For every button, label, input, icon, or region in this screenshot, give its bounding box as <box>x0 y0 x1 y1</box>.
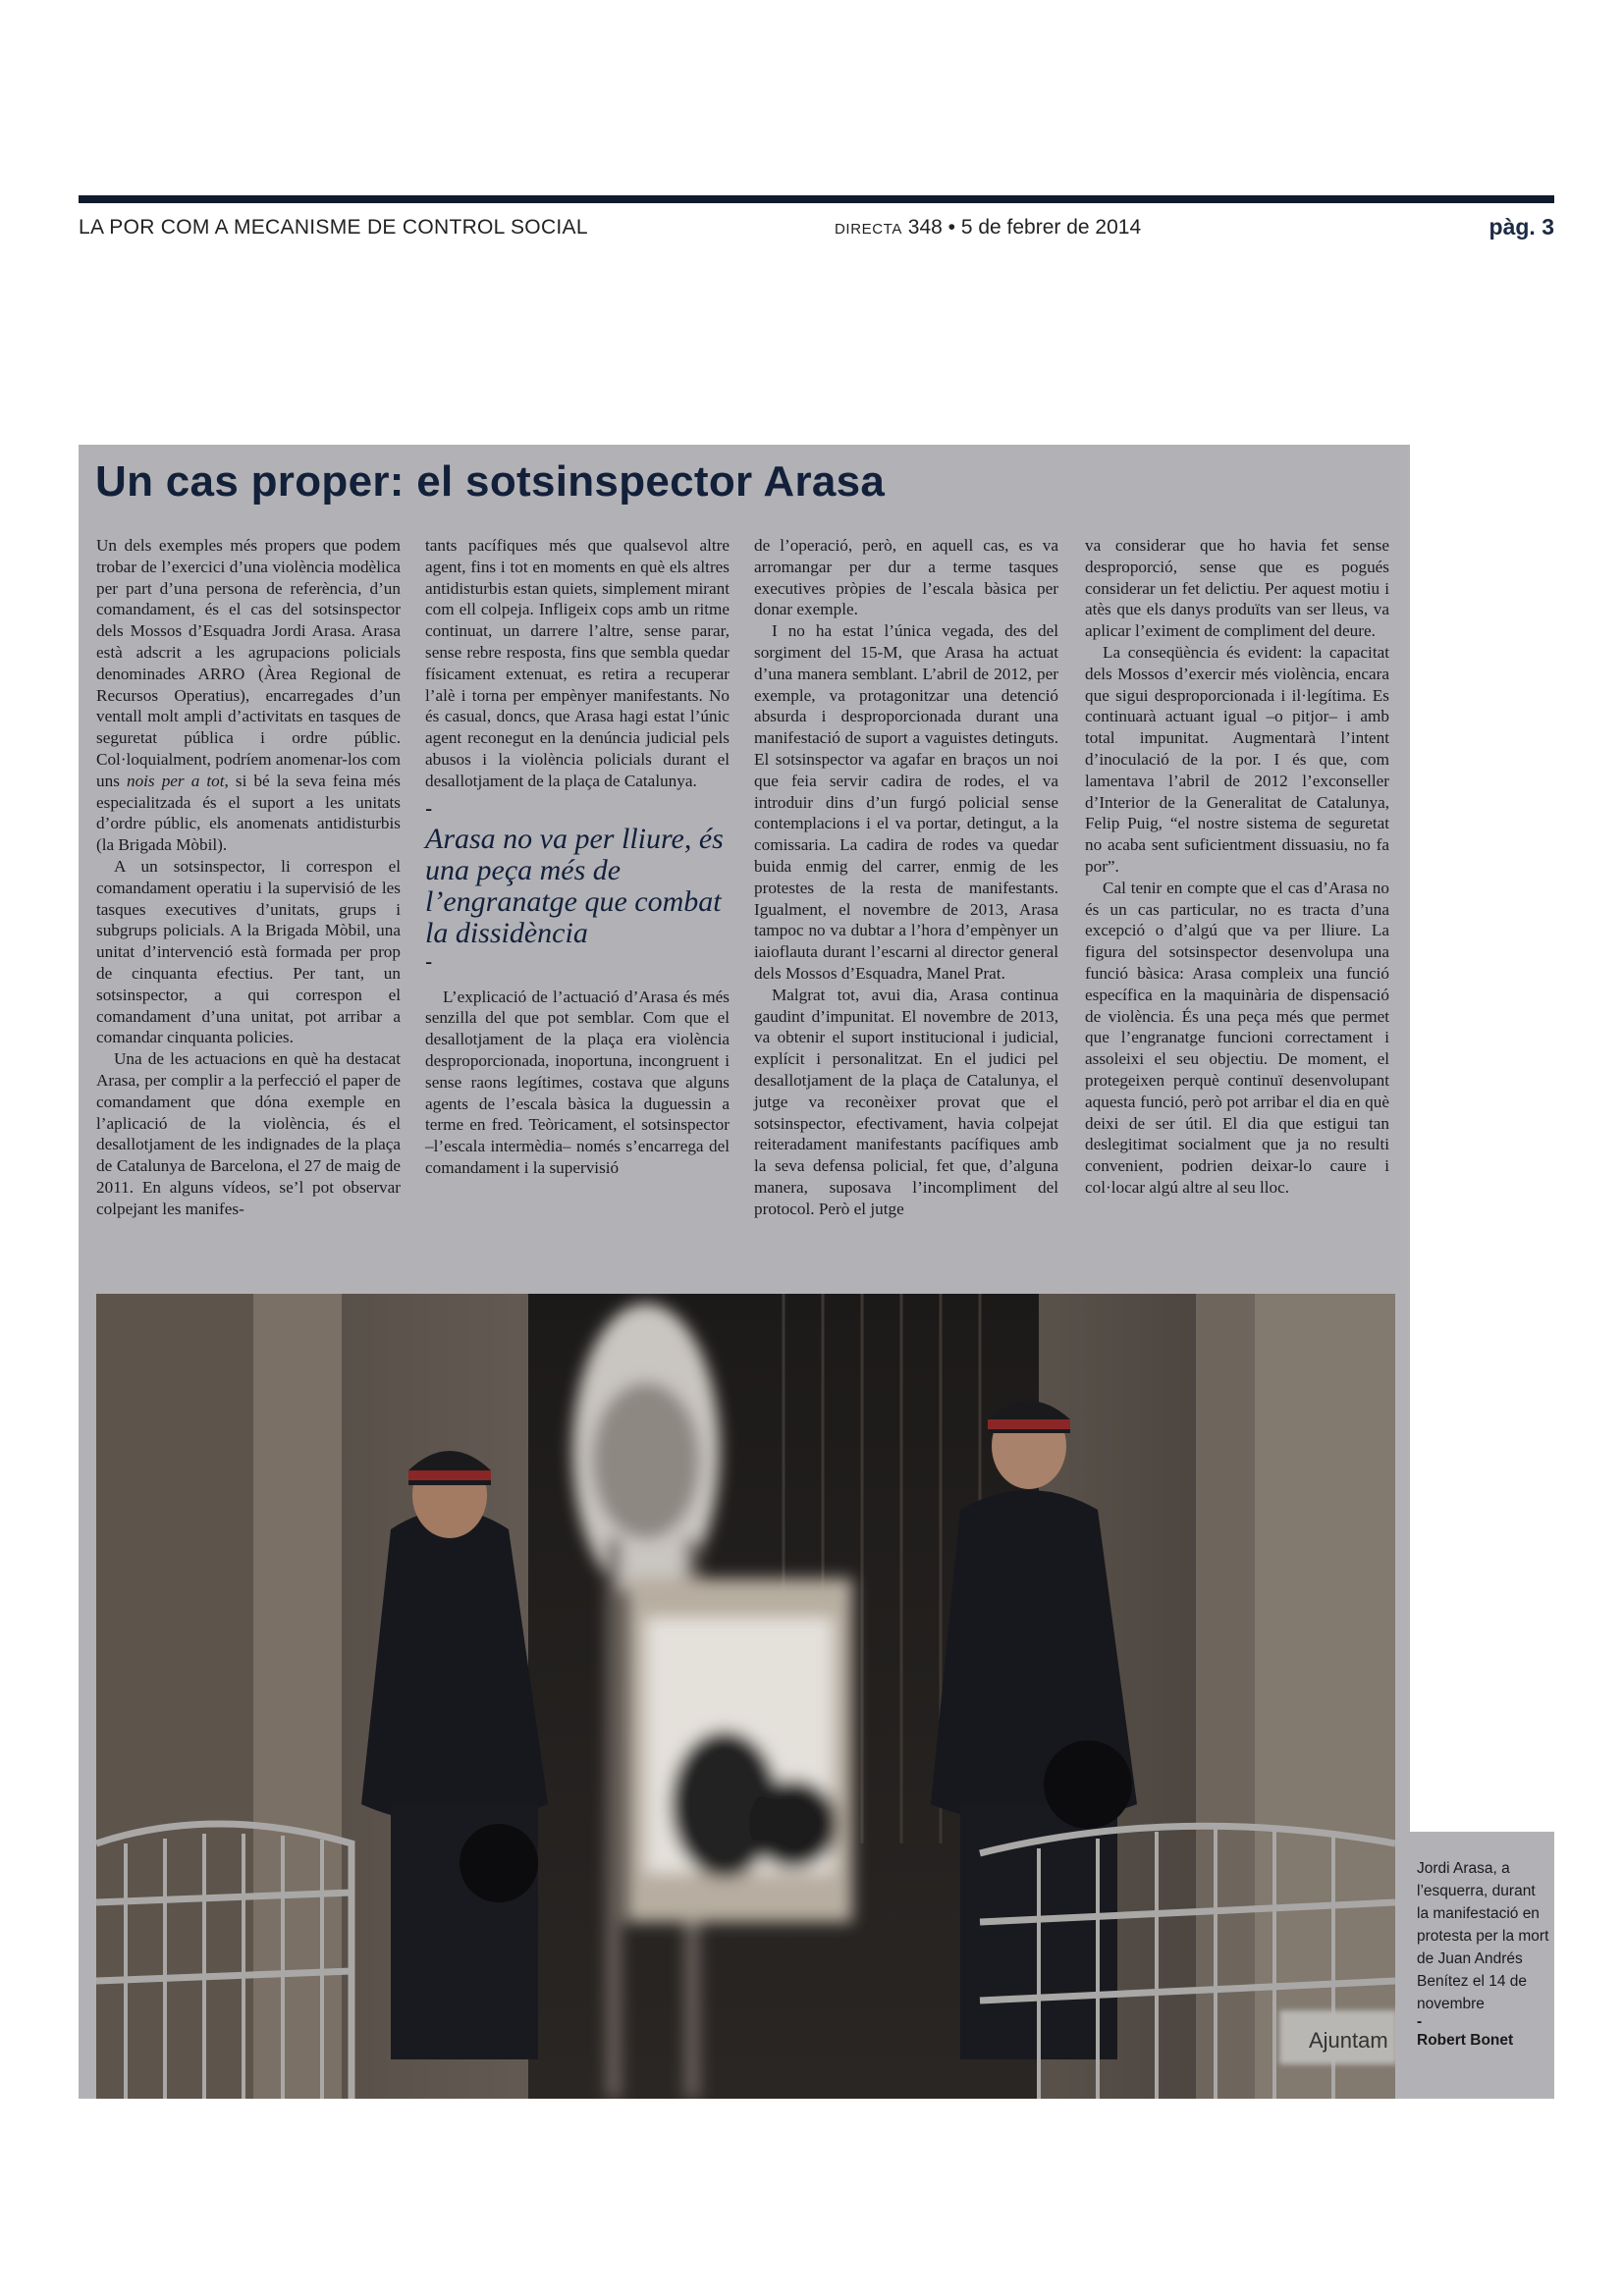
photo-caption <box>1417 1857 1550 2052</box>
sign-text: Ajuntam <box>1309 2028 1388 2053</box>
header-rule <box>79 195 1554 203</box>
caption-text: Jordi Arasa, a l’esquerra, durant la manifestació en protesta per la mort de Juan Andrés Benítez el 14 de novembre <box>1417 1860 1549 2012</box>
photo-credit: Robert Bonet <box>1417 2032 1514 2049</box>
text-run: Un dels exemples més propers que podem trobar de l’exercici d’una violència modèlica per part d’una persona de referència, d’un comandament, és el cas del sotsinspector dels Mossos d’Esquadra Jordi Arasa. Arasa està adscrit a les agrupacions policials denominades ARRO (Àrea Regional de Recursos Operatius), encarregades d’un ventall molt ampli d’activitats en tasques de seguretat pública i ordre públic. Col·loquialment, podríem anomenar-los com uns <box>96 536 401 790</box>
article-title: Un cas proper: el sotsinspector Arasa <box>95 457 886 506</box>
protest-photo <box>96 1294 1395 2099</box>
text-run: , si bé la seva feina més especialitzada és el suport a les unitats d’ordre públic, els anomenats antidisturbis (la Brigada Mòbil). <box>96 771 401 855</box>
pull-quote <box>425 795 730 974</box>
paragraph: La conseqüència és evident: la capacitat dels Mossos d’exercir més violència, encara que sigui desproporcionada i il·legítima. Es continuarà actuant igual –o pitjor– i amb total impunitat. Augmentarà l’intent d’inoculació de la por. I és que, com lamentava l’abril de 2012 l’exconseller d’Interior de la Generalitat de Catalunya, Felip Puig, “el nostre sistema de seguretat no acaba sent suficientment dissuasiu, no fa por”. <box>1085 642 1389 876</box>
paragraph: L’explicació de l’actuació d’Arasa és més senzilla del que pot semblar. Com que el desallotjament de la plaça era violència desproporcionada, inoportuna, incongruent i sense raons legítimes, costava que alguns agents de l’escala bàsica la duguessin a terme en fred. Teòricament, el sotsinspector –l’escala intermèdia– només s’encarrega del comandament i la supervisió <box>425 987 730 1177</box>
publication-brand: DIRECTA <box>835 221 902 238</box>
section-title: LA POR COM A MECANISME DE CONTROL SOCIAL <box>79 216 588 239</box>
pull-quote-dash: - <box>425 948 433 974</box>
article-column-3 <box>754 535 1058 1220</box>
page-number: pàg. 3 <box>1488 214 1554 240</box>
paragraph: Cal tenir en compte que el cas d’Arasa no és un cas particular, no es tracta d’una excepció o d’algú que va per lliure. La figura del sotsinspector desenvolupa una funció bàsica: Arasa compleix una funció específica en la maquinària de dispensació de violència. És una peça més que permet que l’engranatge funcioni correctament i assoleixi el seu objectiu. De moment, el protegeixen perquè continuï desenvolupant aquesta funció, però pot arribar el dia en què deixi de ser útil. El dia que estigui tan deslegitimat socialment que ja no resulti convenient, podrien deixar-lo caure i col·locar algú altre al seu lloc. <box>1085 878 1389 1197</box>
article-column-1 <box>96 535 401 1220</box>
paragraph <box>96 535 401 856</box>
page-header <box>79 214 1554 247</box>
pull-quote-text: Arasa no va per lliure, és una peça més de l’engranatge que combat la dissidència <box>425 822 724 949</box>
article-column-2 <box>425 535 730 1179</box>
issue-date: 348 • 5 de febrer de 2014 <box>907 216 1142 239</box>
article-column-4 <box>1085 535 1389 1199</box>
paragraph: Una de les actuacions en què ha destacat Arasa, per complir a la perfecció el paper de comandament que dóna exemple en l’aplicació de la violència, és el desallotjament de les indignades de la plaça de Catalunya de Barcelona, el 27 de maig de 2011. En alguns vídeos, se’l pot observar colpejant les manifes- <box>96 1049 401 1218</box>
paragraph: va considerar que ho havia fet sense desproporció, sense que es pogués considerar un fet delictiu. Per aquest motiu i atès que els danys produïts van ser lleus, va aplicar l’eximent de compliment del deure. <box>1085 536 1389 641</box>
paragraph: de l’operació, però, en aquell cas, es va arromangar per dur a terme tasques executives pròpies de l’escala bàsica per donar exemple. <box>754 536 1058 619</box>
paragraph: Malgrat tot, avui dia, Arasa continua gaudint d’impunitat. El novembre de 2013, va obtenir el suport institucional i judicial, explícit i personalitzat. En el judici pel desallotjament de la plaça de Catalunya, el jutge va reconèixer provat que el sotsinspector, efectivament, havia colpejat reiteradament manifestants pacífiques amb la seva defensa policial, fet que, d’alguna manera, suposava l’incompliment del protocol. Però el jutge <box>754 985 1058 1218</box>
paragraph: I no ha estat l’única vegada, des del sorgiment del 15-M, que Arasa ha actuat d’una manera semblant. L’abril de 2012, per exemple, va protagonitzar una detenció absurda i desproporcionada durant una manifestació de suport a vaguistes detinguts. El sotsinspector va agafar en braços un noi que feia servir cadira de rodes, el va introduir dins d’un furgó policial sense contemplacions i el va portar, detingut, a la comissaria. La cadira de rodes va quedar buida enmig del carrer, enmig de les protestes de la resta de manifestants. Igualment, el novembre de 2013, Arasa tampoc no va dubtar a l’hora d’empènyer un iaioflauta durant l’escarni al director general dels Mossos d’Esquadra, Manel Prat. <box>754 621 1058 983</box>
paragraph: tants pacífiques més que qualsevol altre agent, fins i tot en moments en què els altres antidisturbis estan quiets, simplement mirant com ell colpeja. Infligeix cops amb un ritme continuat, un darrere l’altre, sense parar, sense rebre resposta, fins que sembla quedar físicament extenuat, es retira a recuperar l’alè i torna per empènyer manifestants. No és casual, doncs, que Arasa hagi estat l’únic agent reconegut en la denúncia judicial pels abusos i la violència policials durant el desallotjament de la plaça de Catalunya. <box>425 536 730 790</box>
paragraph: A un sotsinspector, li correspon el comandament operatiu i la supervisió de les tasques executives d’unitats, grups i subgrups policials. A la Brigada Mòbil, una unitat d’intervenció està formada per prop de cinquanta efectius. Per tant, un sotsinspector, a qui correspon el comandament d’una unitat, pot arribar a comandar cinquanta policies. <box>96 856 401 1047</box>
text-run-italic: nois per a tot <box>126 771 225 790</box>
caption-dash: - <box>1417 2013 1423 2030</box>
pull-quote-dash: - <box>425 795 433 821</box>
issue-info <box>835 216 1141 240</box>
